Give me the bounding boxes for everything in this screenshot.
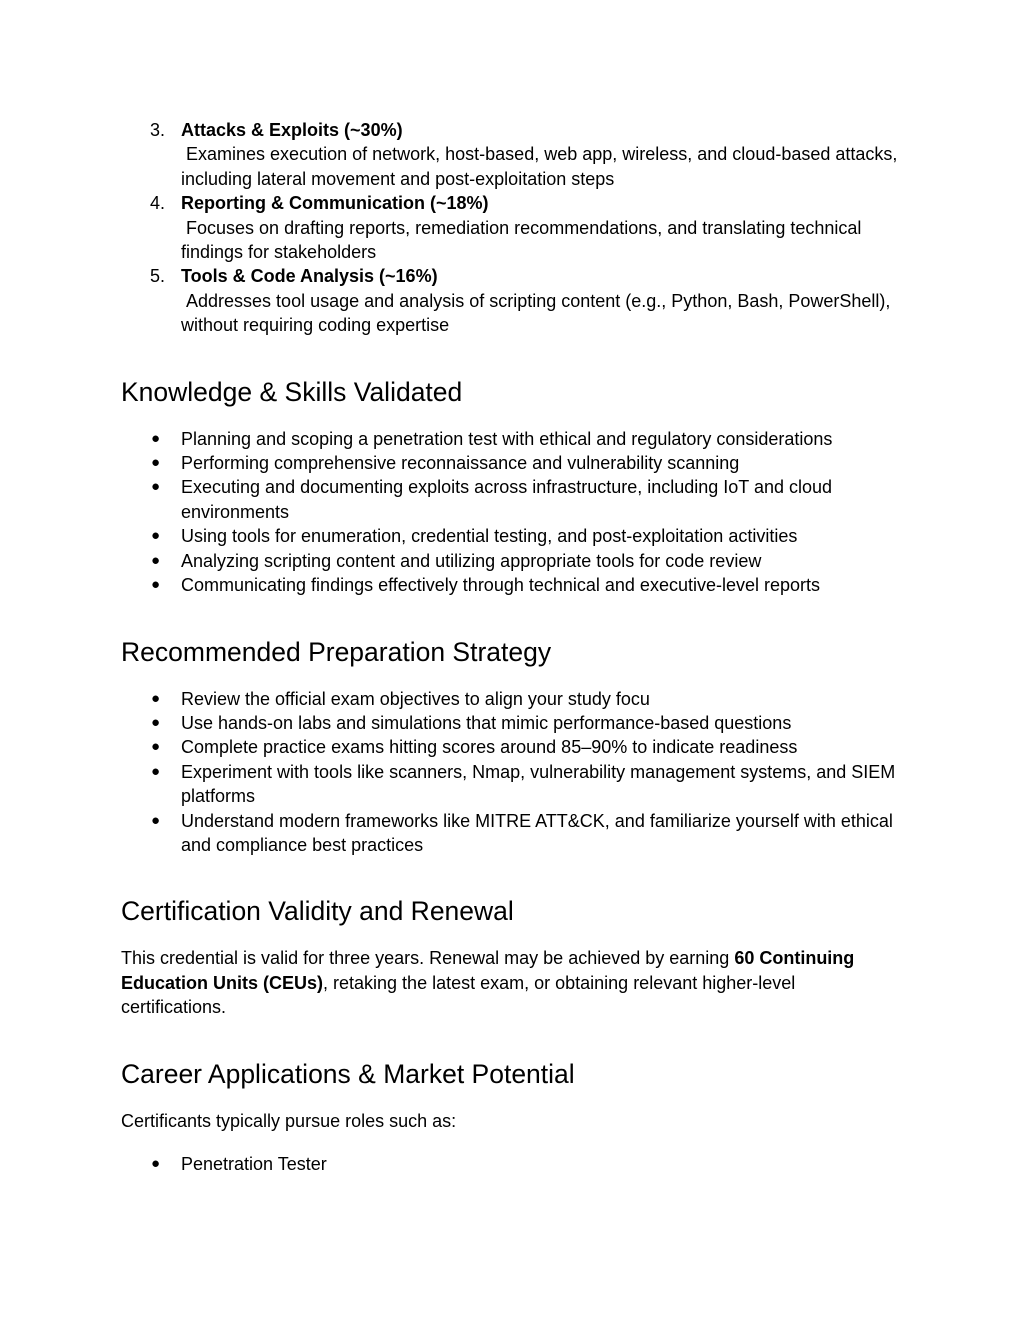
list-item xyxy=(121,687,901,711)
objective-description: Addresses tool usage and analysis of scripting content (e.g., Python, Bash, PowerShell), without requiring coding expertise xyxy=(181,290,896,336)
list-item-text: Executing and documenting exploits across infrastructure, including IoT and cloud environments xyxy=(181,477,833,522)
list-item xyxy=(121,573,901,597)
document-content xyxy=(121,118,901,1176)
bullet-icon: ● xyxy=(151,429,161,447)
objective-title: Tools & Code Analysis (~16%) xyxy=(181,266,438,287)
objective-number: 3. xyxy=(150,120,166,140)
bullet-icon: ● xyxy=(151,454,161,472)
list-item xyxy=(121,427,901,451)
list-item xyxy=(121,809,901,858)
preparation-list xyxy=(121,687,901,858)
skills-heading: Knowledge & Skills Validated xyxy=(121,376,463,407)
objective-title: Attacks & Exploits (~30%) xyxy=(181,120,403,140)
list-item-text: Complete practice exams hitting scores around 85–90% to indicate readiness xyxy=(181,737,798,758)
exam-objectives-list xyxy=(121,118,901,338)
objective-item xyxy=(121,264,901,337)
objective-item xyxy=(121,191,901,264)
ceu-requirement: 60 Continuing Education Units (CEUs) xyxy=(121,948,855,993)
certification-text-end: , retaking the latest exam, or obtaining relevant higher-level certifications. xyxy=(121,972,796,1018)
career-roles-list xyxy=(121,1152,901,1176)
list-item xyxy=(121,549,901,573)
certification-heading: Certification Validity and Renewal xyxy=(121,896,514,927)
list-item xyxy=(121,711,901,735)
list-item-text: Performing comprehensive reconnaissance and vulnerability scanning xyxy=(181,453,740,474)
bullet-icon: ● xyxy=(151,551,161,569)
bullet-icon: ● xyxy=(151,576,161,594)
bullet-icon: ● xyxy=(151,738,161,756)
bullet-icon: ● xyxy=(151,478,161,496)
skills-list xyxy=(121,427,901,598)
list-item-text: Planning and scoping a penetration test with ethical and regulatory considerations xyxy=(181,428,833,449)
list-item-text: Use hands-on labs and simulations that mimic performance-based questions xyxy=(181,712,792,733)
list-item-text: Using tools for enumeration, credential testing, and post-exploitation activities xyxy=(181,526,798,547)
objective-item xyxy=(121,118,901,191)
preparation-heading: Recommended Preparation Strategy xyxy=(121,636,552,667)
list-item xyxy=(121,524,901,548)
list-item-text: Review the official exam objectives to align your study focu xyxy=(181,688,650,709)
bullet-icon: ● xyxy=(151,811,161,829)
certification-text-start: This credential is valid for three years. Renewal may be achieved by earning xyxy=(121,948,735,969)
objective-description: Focuses on drafting reports, remediation recommendations, and translating technical findings for stakeholders xyxy=(181,217,867,263)
career-intro: Certificants typically pursue roles such as: xyxy=(121,1110,457,1131)
bullet-icon: ● xyxy=(151,1154,161,1172)
list-item xyxy=(121,735,901,759)
bullet-icon: ● xyxy=(151,689,161,707)
objective-number: 5. xyxy=(150,266,166,287)
bullet-icon: ● xyxy=(151,527,161,545)
list-item-text: Communicating findings effectively through technical and executive-level reports xyxy=(181,575,821,596)
list-item-text: Experiment with tools like scanners, Nmap, vulnerability management systems, and SIEM platforms xyxy=(181,761,896,807)
bullet-icon: ● xyxy=(151,713,161,731)
list-item-text: Understand modern frameworks like MITRE ATT&CK, and familiarize yourself with ethical and compliance best practices xyxy=(181,810,893,855)
list-item xyxy=(121,760,901,809)
objective-description: Examines execution of network, host-based, web app, wireless, and cloud-based attacks, including lateral movement and post-exploitation steps xyxy=(181,144,903,189)
objective-number: 4. xyxy=(150,193,166,214)
bullet-icon: ● xyxy=(151,762,161,780)
objective-title: Reporting & Communication (~18%) xyxy=(181,193,489,214)
list-item-text: Penetration Tester xyxy=(181,1153,327,1174)
list-item xyxy=(121,475,901,524)
certification-paragraph xyxy=(121,946,901,1019)
list-item xyxy=(121,1152,901,1176)
list-item-text: Analyzing scripting content and utilizing appropriate tools for code review xyxy=(181,550,762,571)
list-item xyxy=(121,451,901,475)
career-heading: Career Applications & Market Potential xyxy=(121,1058,575,1089)
